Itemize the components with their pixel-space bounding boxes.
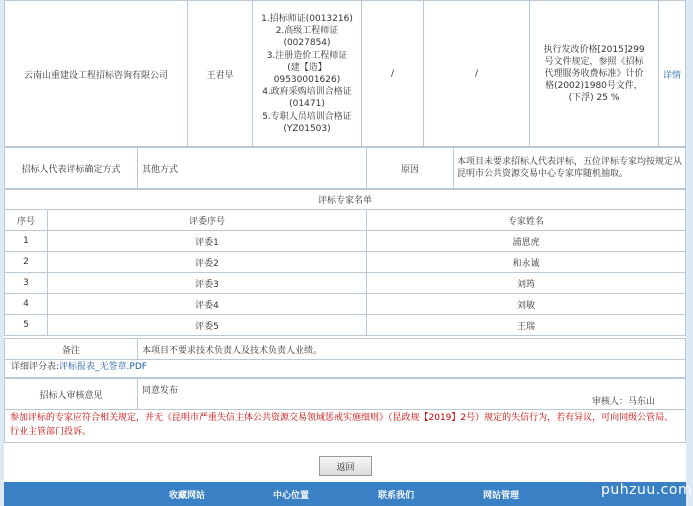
- reason-value: 本项目未要求招标人代表评标，五位评标专家均按规定从昆明市公共资源交易中心专家库随机抽取。: [454, 147, 686, 190]
- agency-detail-cell: [659, 1, 686, 148]
- row-expert-name: 和永诚: [367, 252, 686, 273]
- note-label: 备注: [5, 339, 138, 360]
- header-judge-number: 评委序号: [48, 210, 367, 231]
- header-index: 序号: [5, 210, 48, 231]
- row-judge-number: 评委3: [48, 273, 367, 294]
- page-right-background: [686, 0, 693, 506]
- row-index: 5: [5, 315, 48, 336]
- row-expert-name: 刘筠: [367, 273, 686, 294]
- experts-title: 评标专家名单: [5, 189, 686, 210]
- method-value: 其他方式: [138, 147, 367, 190]
- experts-table: [4, 188, 686, 336]
- row-index: 2: [5, 252, 48, 273]
- review-opinion: 同意发布: [142, 386, 179, 396]
- warning-notice: 参加评标的专家应符合相关规定，并无《昆明市严重失信主体公共资源交易领域惩戒实施细则》（昆政规【2019】2号）规定的失信行为，若有异议，可向同级公管局、行业主管部门投诉。: [4, 409, 686, 443]
- qualification-line: 1.招标师证(0013216): [261, 13, 353, 24]
- reason-label: 原因: [367, 147, 454, 190]
- agency-qualifications: [253, 1, 362, 148]
- review-value-cell: [138, 379, 686, 410]
- review-table: [4, 378, 686, 410]
- row-judge-number: 评委1: [48, 231, 367, 252]
- method-row: [5, 147, 686, 190]
- agency-company: 云南山重建设工程招标咨询有限公司: [5, 1, 188, 148]
- note-row: [5, 339, 686, 360]
- table-row: [5, 294, 686, 315]
- footer-link-admin[interactable]: 网站管理: [483, 491, 520, 501]
- row-judge-number: 评委4: [48, 294, 367, 315]
- agency-row: [5, 1, 686, 148]
- row-judge-number: 评委2: [48, 252, 367, 273]
- agency-slash-2: /: [424, 1, 530, 148]
- footer-link-location[interactable]: 中心位置: [273, 491, 310, 501]
- method-table: [4, 146, 686, 190]
- footer-link-contact[interactable]: 联系我们: [378, 491, 415, 501]
- note-table: [4, 338, 686, 360]
- row-expert-name: 刘敏: [367, 294, 686, 315]
- qualification-line: (01471): [289, 99, 325, 110]
- detail-score-label: 详细评分表:: [11, 362, 60, 372]
- table-row: [5, 231, 686, 252]
- agency-fee-info: [530, 1, 659, 148]
- fee-line: 执行发改价格[2015]299: [543, 45, 645, 55]
- row-judge-number: 评委5: [48, 315, 367, 336]
- qualification-line: 2.高级工程师证: [275, 26, 339, 37]
- agency-slash-1: /: [362, 1, 424, 148]
- footer-bar: [4, 482, 686, 506]
- table-row: [5, 252, 686, 273]
- reviewer-name: 审核人：马东山: [591, 397, 655, 407]
- fee-line: 格(2002)1980号文件，: [545, 81, 643, 91]
- experts-header-row: [5, 210, 686, 231]
- qualification-line: 5.专职人员培训合格证: [262, 111, 352, 122]
- agency-person: 王君早: [188, 1, 253, 148]
- qualification-line: (YZ01503): [283, 123, 331, 134]
- row-index: 3: [5, 273, 48, 294]
- qualification-line: (0027854): [283, 38, 331, 49]
- qualification-line: 4.政府采购培训合格证: [262, 87, 352, 98]
- qualification-line: 09530001626): [273, 75, 341, 85]
- table-row: [5, 315, 686, 336]
- row-index: 1: [5, 231, 48, 252]
- qualification-line: 3.注册造价工程师证: [266, 50, 348, 61]
- row-expert-name: 浦恩虎: [367, 231, 686, 252]
- back-button[interactable]: 返回: [319, 456, 372, 476]
- watermark-logo: puhzuu.com: [601, 482, 693, 498]
- qualification-line: (建【造】: [287, 62, 327, 73]
- detail-link[interactable]: 详情: [662, 70, 681, 81]
- method-label: 招标人代表评标确定方式: [5, 147, 138, 190]
- review-row: [5, 379, 686, 410]
- fee-line: 号文件规定，参照《招标: [544, 57, 644, 67]
- header-expert-name: 专家姓名: [367, 210, 686, 231]
- note-value: 本项目不要求技术负责人及技术负责人业绩。: [138, 339, 686, 360]
- agency-table: [4, 0, 686, 148]
- footer-link-bookmark[interactable]: 收藏网站: [169, 491, 206, 501]
- experts-title-row: [5, 189, 686, 210]
- review-label: 招标人审核意见: [5, 379, 138, 410]
- fee-line: (下浮) 25 %: [568, 93, 620, 103]
- table-row: [5, 273, 686, 294]
- detail-score-pdf-link[interactable]: 评标报表_无签章.PDF: [59, 362, 147, 372]
- row-expert-name: 王瑞: [367, 315, 686, 336]
- fee-line: 代理服务收费标准》计价: [544, 69, 644, 79]
- row-index: 4: [5, 294, 48, 315]
- detail-score-row: [4, 358, 686, 378]
